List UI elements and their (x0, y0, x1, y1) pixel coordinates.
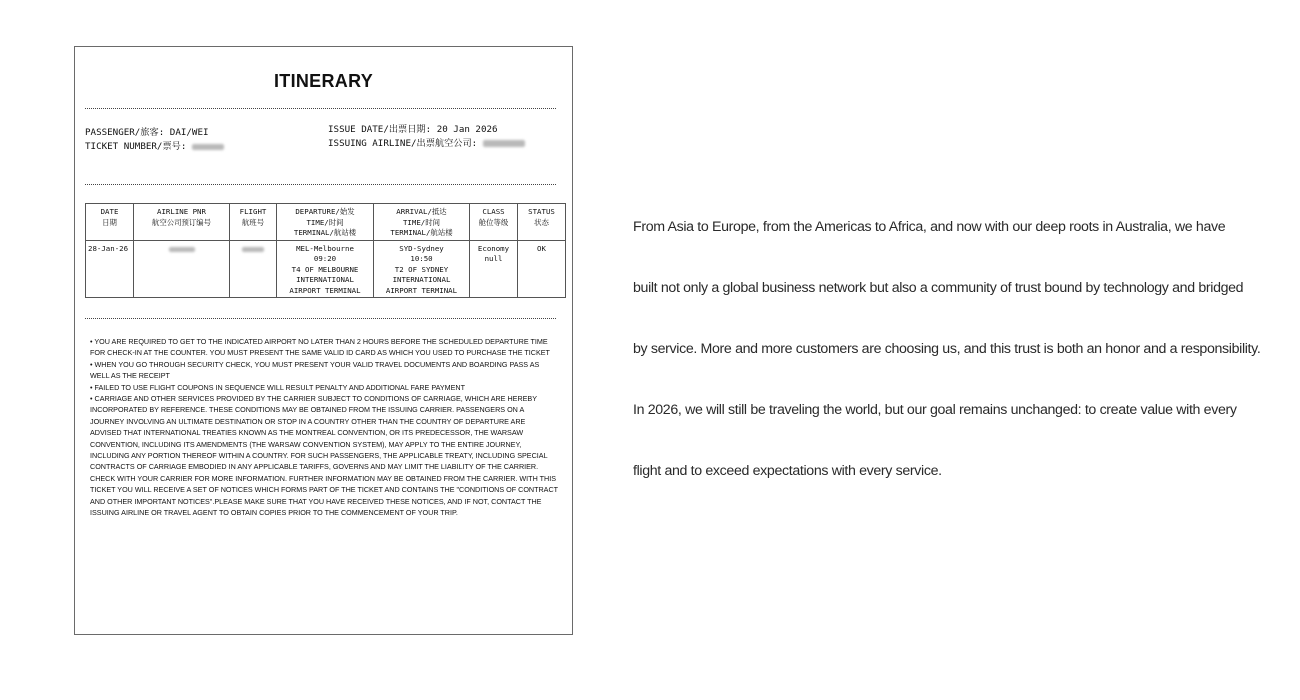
cell-date: 28-Jan-26 (86, 240, 134, 298)
redacted-ticket-number (192, 144, 224, 150)
cell-airline-pnr (134, 240, 230, 298)
table-row (86, 240, 566, 298)
message-line: From Asia to Europe, from the Americas to Africa, and now with our deep roots in Australia, we have (633, 219, 1226, 235)
divider (85, 108, 556, 109)
notice-item: • WHEN YOU GO THROUGH SECURITY CHECK, YOU MUST PRESENT YOUR VALID TRAVEL DOCUMENTS AND BOARDING PASS AS WELL AS THE RECEIPT (90, 359, 540, 381)
passenger-value: DAI/WEI (169, 127, 209, 138)
cell-arrival: SYD-Sydney 10:50 T2 OF SYDNEY INTERNATIONAL AIRPORT TERMINAL (374, 240, 470, 298)
redacted-airline (483, 140, 525, 147)
table-header-row (86, 204, 566, 241)
header-airline-pnr: AIRLINE PNR 航空公司预订编号 (134, 204, 230, 241)
notice-item: • CARRIAGE AND OTHER SERVICES PROVIDED BY THE CARRIER SUBJECT TO CONDITIONS OF CARRIAGE, WHICH ARE HEREBY INCORPORATED BY REFERENCE. THESE CONDITIONS MAY BE OBTAINED FROM THE ISSUING CARRIER. PASSENGERS ON A JOURNEY INVOLVING AN ULTIMATE DESTINATION OR STOP IN A COUNTRY OTHER THAN THE COUNTRY OF DEPARTURE ARE ADVISED THAT INTERNATIONAL TREATIES KNOWN AS THE MONTREAL CONVENTION, OR ITS PREDECESSOR, THE WARSAW CONVENTION, INCLUDING ITS AMENDMENTS (THE WARSAW CONVENTION SYSTEM), MAY APPLY TO THE ENTIRE JOURNEY, INCLUDING ANY PORTION THEREOF WITHIN A COUNTRY. FOR SUCH PASSENGERS, THE APPLICABLE TREATY, INCLUDING SPECIAL CONTRACTS OF CARRIAGE EMBODIED IN ANY APPLICABLE TARIFFS, GOVERNS AND MAY LIMIT THE LIABILITY OF THE CARRIER. CHECK WITH YOUR CARRIER FOR MORE INFORMATION. FURTHER INFORMATION MAY BE OBTAINED FROM THE CARRIER. WITH THIS TICKET YOU WILL RECEIVE A SET OF NOTICES WHICH FORMS PART OF THE TICKET AND CONTAINS THE "CONDITIONS OF CONTRACT AND OTHER IMPORTANT NOTICES".PLEASE MAKE SURE THAT YOU HAVE RECEIVED THESE NOTICES, AND IF NOT, CONTACT THE ISSUING AIRLINE OR TRAVEL AGENT TO OBTAIN COPIES PRIOR TO THE COMMENCEMENT OF YOUR TRIP. (90, 394, 558, 518)
notice-item: • FAILED TO USE FLIGHT COUPONS IN SEQUENCE WILL RESULT PENALTY AND ADDITIONAL FARE PAYMENT (90, 382, 466, 392)
header-date: DATE 日期 (86, 204, 134, 241)
header-status: STATUS 状态 (518, 204, 566, 241)
flight-segment-table (85, 203, 566, 298)
ticket-line (85, 140, 224, 154)
header-class: CLASS 舱位等级 (470, 204, 518, 241)
redacted-flight (242, 247, 264, 252)
message-line: by service. More and more customers are choosing us, and this trust is both an honor and a responsibility. (633, 341, 1261, 357)
important-notices (90, 336, 558, 519)
itinerary-title: ITINERARY (273, 71, 374, 91)
issue-date-label: ISSUE DATE/出票日期: (328, 124, 432, 135)
notice-item: • YOU ARE REQUIRED TO GET TO THE INDICATED AIRPORT NO LATER THAN 2 HOURS BEFORE THE SCHEDULED DEPARTURE TIME FOR CHECK-IN AT THE COUNTER. YOU MUST PRESENT THE SAME VALID ID CARD AS WHICH YOU USED TO PURCHASE THE TICKET (90, 337, 550, 358)
issue-block (328, 123, 525, 151)
header-departure: DEPARTURE/始发 TIME/时间 TERMINAL/航站楼 (277, 204, 374, 241)
message-line: built not only a global business network but also a community of trust bound by technology and bridged (633, 280, 1244, 296)
passenger-label: PASSENGER/旅客: (85, 127, 165, 138)
company-message (633, 211, 1293, 516)
issuing-airline-label: ISSUING AIRLINE/出票航空公司: (328, 138, 478, 149)
cell-departure: MEL-Melbourne 09:20 T4 OF MELBOURNE INTERNATIONAL AIRPORT TERMINAL (277, 240, 374, 298)
header-arrival: ARRIVAL/抵达 TIME/时间 TERMINAL/航站楼 (374, 204, 470, 241)
issue-date-value: 20 Jan 2026 (436, 124, 498, 135)
header-flight: FLIGHT 航班号 (230, 204, 277, 241)
cell-flight (230, 240, 277, 298)
divider (85, 318, 556, 319)
passenger-block (85, 126, 224, 154)
ticket-label: TICKET NUMBER/票号: (85, 141, 187, 152)
message-line: In 2026, we will still be traveling the world, but our goal remains unchanged: to create value with every (633, 402, 1237, 418)
issue-date-line (328, 123, 525, 137)
divider (85, 184, 556, 185)
cell-class: Economy null (470, 240, 518, 298)
message-line: flight and to exceed expectations with every service. (633, 463, 942, 479)
issuing-airline-line (328, 137, 525, 151)
redacted-pnr (169, 247, 195, 252)
cell-status: OK (518, 240, 566, 298)
passenger-line (85, 126, 224, 140)
itinerary-document (74, 46, 573, 635)
